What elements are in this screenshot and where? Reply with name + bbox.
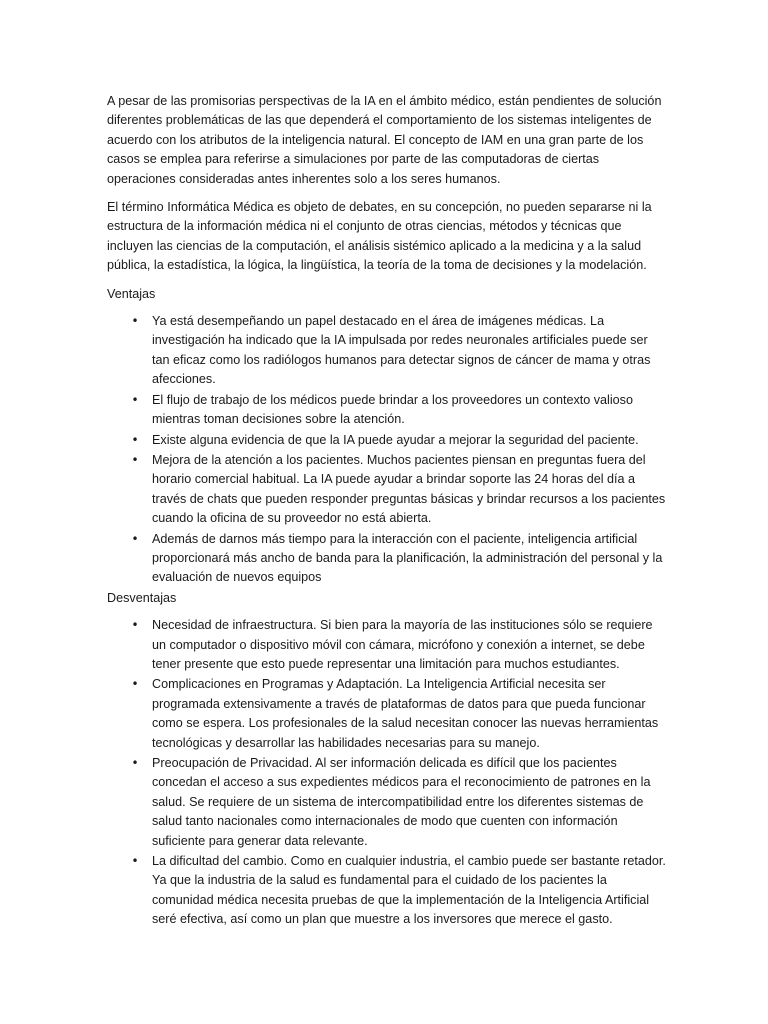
ventajas-heading: Ventajas (107, 286, 156, 301)
list-item-text: La investigación ha indicado que la IA impulsada por redes neuronales artificiales puede ser tan eficaz como los radiólogos humanos para detectar signos de cáncer de mama y otras afecciones. (152, 314, 651, 387)
list-item (131, 451, 667, 529)
ventajas-list (107, 312, 667, 588)
list-item (131, 312, 667, 390)
list-item (131, 852, 667, 930)
list-item-lead: Complicaciones en Programas y Adaptación. (152, 677, 403, 692)
list-item-lead: Mejora de la atención a los pacientes. (152, 452, 364, 467)
intro-paragraph: A pesar de las promisorias perspectivas de la IA en el ámbito médico, están pendientes de solución diferentes problemáticas de las que dependerá el comportamiento de los sistemas inteligentes de acuerdo con los atributos de la inteligencia natural. El concepto de IAM en una gran parte de los casos se emplea para referirse a simulaciones por parte de las computadoras de ciertas operaciones consideradas antes inherentes solo a los seres humanos. (107, 94, 662, 186)
list-item (131, 431, 667, 450)
list-item-lead: Ya está desempeñando un papel destacado en el área de imágenes médicas. (152, 314, 587, 329)
desventajas-list (107, 616, 667, 930)
informatica-medica-paragraph: El término Informática Médica es objeto de debates, en su concepción, no pueden separarse ni la estructura de la información médica ni el conjunto de otras ciencias, métodos y técnicas que incluyen las ciencias de la computación, el análisis sistémico aplicado a la medicina y a la salud pública, la estadística, la lógica, la lingüística, la teoría de la toma de decisiones y la modelación. (107, 200, 652, 273)
list-item (131, 391, 667, 430)
list-item-lead: Necesidad de infraestructura. (152, 618, 317, 633)
list-item-text: La Inteligencia Artificial necesita ser programada extensivamente a través de plataformas de datos para que pueda funcionar como se espera. Los profesionales de la salud necesitan conocer las nuevas herramientas tecnológicas y desarrollar las habilidades necesarias para su manejo. (152, 677, 659, 750)
list-item-text: la administración del personal y la evaluación de nuevos equipos (152, 550, 663, 585)
bullet-icon: • (131, 854, 139, 869)
bullet-icon: • (131, 432, 139, 447)
bullet-icon: • (131, 392, 139, 407)
list-item-text: Como en cualquier industria, el cambio puede ser bastante retador. Ya que la industria de la salud es fundamental para el cuidado de los pacientes la comunidad médica necesita pruebas de que la implementación de la Inteligencia Artificial seré efectiva, así como un plan que muestre a los inversores que merece el gasto. (152, 854, 666, 927)
bullet-icon: • (131, 677, 139, 692)
document-body (107, 92, 667, 931)
list-item-lead: Preocupación de Privacidad. (152, 756, 313, 770)
bullet-icon: • (131, 452, 139, 467)
bullet-icon: • (131, 756, 139, 770)
list-item-lead: El flujo de trabajo de los médicos puede brindar a los proveedores un contexto valioso mientras toman decisiones sobre la atención. (152, 392, 633, 427)
list-item (131, 616, 667, 674)
list-item-text: Al ser información delicada es difícil que los pacientes concedan el acceso a sus expedientes médicos para el reconocimiento de patrones en la salud. Se requiere de un sistema de intercompatibilidad entre los diferentes sistemas de salud tanto nacionales como internacionales de modo que cuenten con información suficiente para generar data relevante. (152, 756, 651, 848)
list-item (131, 675, 667, 753)
list-item-lead: Además de darnos más tiempo para la interacción con el paciente, inteligencia artificial proporcionará más ancho de banda para la planificación, (152, 531, 638, 565)
list-item-text: Muchos pacientes piensan en preguntas fuera del horario comercial habitual. La IA puede ayudar a brindar soporte las 24 horas del día a través de chats que pueden responder preguntas básicas y brindar recursos a los pacientes cuando la oficina de su proveedor no está abierta. (152, 452, 666, 526)
bullet-icon: • (131, 314, 139, 329)
list-item-text: Existe alguna evidencia de que la IA puede ayudar a mejorar la seguridad del paciente. (152, 432, 639, 447)
list-item-lead: La dificultad del cambio. (152, 854, 288, 869)
desventajas-heading: Desventajas (107, 590, 177, 605)
bullet-icon: • (131, 618, 139, 633)
list-item (131, 754, 667, 851)
list-item (131, 530, 667, 588)
bullet-icon: • (131, 531, 139, 546)
list-item-text: Si bien para la mayoría de las instituciones sólo se requiere un computador o dispositivo móvil con cámara, micrófono y conexión a internet, se debe tener presente que esto puede representar una limitación para muchos estudiantes. (152, 618, 653, 671)
